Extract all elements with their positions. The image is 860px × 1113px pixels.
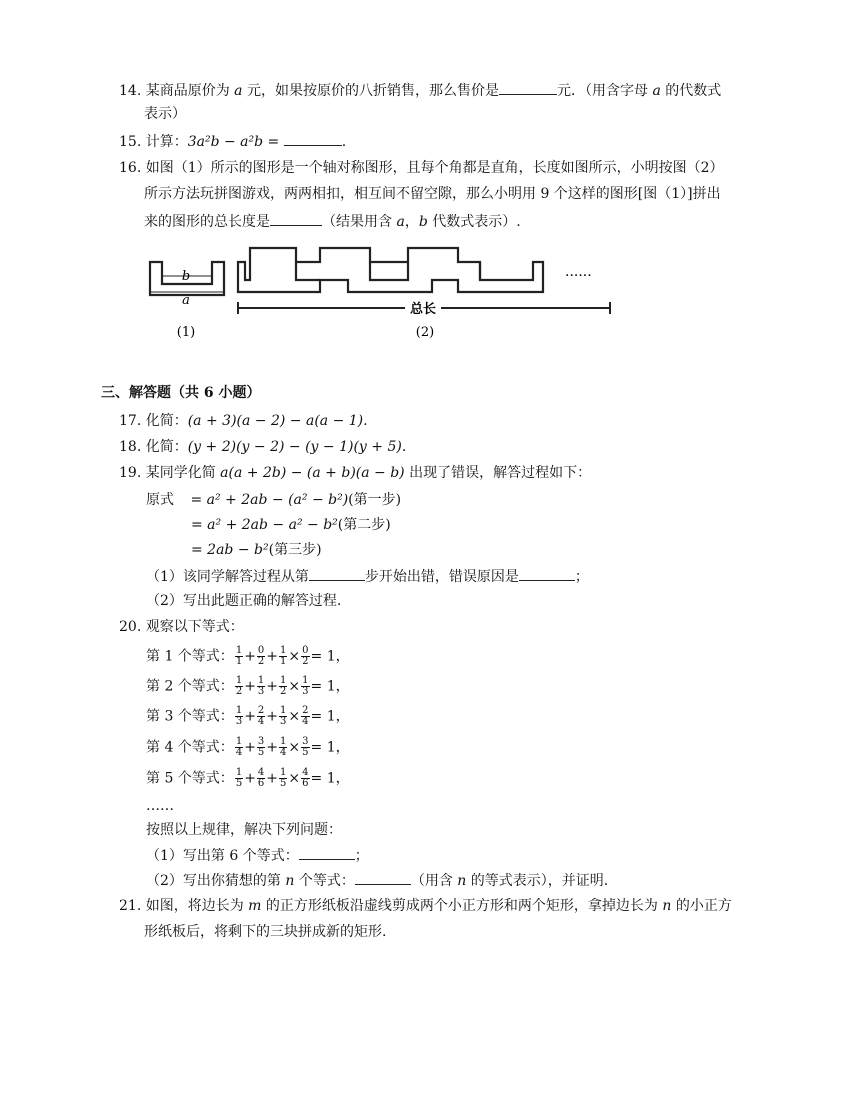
q20-equation-result: = 1， xyxy=(310,648,350,665)
q16-line3 xyxy=(144,211,521,232)
q19-sub1-text: （1）该同学解答过程从第 xyxy=(146,569,309,585)
fraction-numerator: 3 xyxy=(257,736,265,747)
operator: + xyxy=(266,739,279,756)
fraction-numerator: 1 xyxy=(235,675,243,686)
q21-text: 的正方形纸板沿虚线剪成两个小正方形和两个矩形，拿掉边长为 xyxy=(261,898,663,914)
operator: + xyxy=(266,770,279,787)
q20-sixth-blank[interactable] xyxy=(299,845,355,860)
fraction xyxy=(257,737,265,758)
fraction-numerator: 1 xyxy=(235,767,243,778)
operator: × xyxy=(288,770,301,787)
q20-equation-2 xyxy=(146,676,350,697)
q18-number: 18. xyxy=(119,439,142,455)
q19-step-label: 原式 xyxy=(146,492,174,508)
q21-line1 xyxy=(119,896,732,916)
q18-line xyxy=(119,437,406,457)
q20-sub2 xyxy=(146,870,608,891)
fraction-numerator: 1 xyxy=(280,705,287,716)
q16-line1 xyxy=(119,158,724,178)
q14-text: 某商品原价为 xyxy=(145,83,235,99)
fraction-denominator: 3 xyxy=(235,716,243,727)
fraction-denominator: 2 xyxy=(235,686,243,697)
fraction-denominator: 5 xyxy=(257,747,265,758)
q19-sub1-text: 步开始出错，错误原因是 xyxy=(364,569,519,585)
fraction-numerator: 1 xyxy=(235,645,243,656)
fraction xyxy=(257,706,265,727)
operator: + xyxy=(266,708,279,725)
fraction-denominator: 4 xyxy=(302,716,309,727)
fraction-denominator: 4 xyxy=(257,716,265,727)
q21-line2: 形纸板后，将剩下的三块拼成新的矩形. xyxy=(144,924,387,940)
fraction-denominator: 2 xyxy=(280,686,287,697)
q20-equation-label: 第 4 个等式： xyxy=(146,739,234,756)
fig2-caption: (2) xyxy=(415,325,435,340)
q19-step2-note: (第二步) xyxy=(337,517,391,533)
q14-number: 14. xyxy=(119,83,142,99)
fig1-label-b: b xyxy=(181,269,191,284)
operator: + xyxy=(244,708,256,725)
q20-sub1 xyxy=(146,845,369,866)
q21-var-m: m xyxy=(248,898,262,914)
fraction-numerator: 1 xyxy=(280,645,287,656)
q21-text: 如图，将边长为 xyxy=(145,898,249,914)
q19-step1-expr: = a² + 2ab − (a² − b²) xyxy=(190,492,349,508)
q14-line1 xyxy=(119,80,721,101)
q20-equation-result: = 1， xyxy=(310,708,350,725)
q16-var-a: a xyxy=(396,214,405,230)
fraction xyxy=(257,676,265,697)
fig1-caption: (1) xyxy=(176,325,196,340)
fig1-label-a: a xyxy=(182,293,190,308)
fraction-numerator: 0 xyxy=(302,645,309,656)
fraction-denominator: 5 xyxy=(280,778,287,789)
q14-line2: 表示） xyxy=(144,106,186,122)
fraction-numerator: 1 xyxy=(235,736,243,747)
q19-text: 出现了错误，解答过程如下： xyxy=(404,465,592,481)
fig2-ellipsis: ······ xyxy=(565,268,592,284)
operator: + xyxy=(244,739,256,756)
fraction-denominator: 5 xyxy=(302,747,309,758)
q20-var-n: n xyxy=(285,873,295,889)
q14-answer-blank[interactable] xyxy=(499,80,557,95)
fraction-denominator: 4 xyxy=(280,747,287,758)
q16-line2: 所示方法玩拼图游戏，两两相扣，相互间不留空隙，那么小明用 9 个这样的图形[图（1）]拼出 xyxy=(144,186,721,202)
q16-text: ， xyxy=(404,214,419,230)
q15-text: 计算： xyxy=(145,134,188,150)
q14-text: 元，如果按原价的八折销售，那么售价是 xyxy=(242,83,499,99)
q20-equation-label: 第 5 个等式： xyxy=(146,770,234,787)
fraction-numerator: 1 xyxy=(257,675,265,686)
q19-expression: a(a + 2b) − (a + b)(a − b) xyxy=(220,465,405,481)
q19-step3 xyxy=(191,540,322,560)
fraction xyxy=(235,737,243,758)
q20-equation-label: 第 2 个等式： xyxy=(146,678,234,695)
fraction xyxy=(279,768,287,789)
q20-sub2-text: （用含 xyxy=(410,873,458,889)
fraction-numerator: 2 xyxy=(257,705,265,716)
q20-sub2-text: （2）写出你猜想的第 xyxy=(146,873,286,889)
q19-sub1 xyxy=(146,566,589,587)
q19-step1-note: (第一步) xyxy=(348,492,402,508)
fraction xyxy=(257,768,265,789)
fraction-numerator: 1 xyxy=(235,705,243,716)
q19-text: 某同学化简 xyxy=(145,465,221,481)
operator: × xyxy=(288,648,301,665)
q20-equation-1 xyxy=(146,646,350,667)
q20-equation-result: = 1， xyxy=(310,770,350,787)
q20-sub1-text: ； xyxy=(354,848,369,864)
operator: + xyxy=(266,678,279,695)
q20-equation-result: = 1， xyxy=(310,739,350,756)
q20-equation-result: = 1， xyxy=(310,678,350,695)
fraction xyxy=(279,737,287,758)
q16-text: 如图（1）所示的图形是一个轴对称图形，且每个角都是直角，长度如图所示，小明按图（2） xyxy=(145,160,724,176)
fraction xyxy=(301,676,309,697)
operator: + xyxy=(266,648,279,665)
fraction xyxy=(235,706,243,727)
q20-sub2-text: 个等式： xyxy=(294,873,355,889)
fraction-numerator: 2 xyxy=(302,705,309,716)
q16-text: 来的图形的总长度是 xyxy=(144,214,270,230)
fraction xyxy=(301,768,309,789)
fraction xyxy=(279,646,287,667)
operator: + xyxy=(244,678,256,695)
q20-equation-4 xyxy=(146,737,350,758)
q18-text: 化简： xyxy=(145,439,188,455)
operator: × xyxy=(288,739,301,756)
q20-dots: …… xyxy=(146,798,174,814)
fraction-numerator: 3 xyxy=(302,736,309,747)
fraction xyxy=(235,676,243,697)
fraction-denominator: 2 xyxy=(302,656,309,667)
fraction-denominator: 3 xyxy=(302,686,309,697)
operator: × xyxy=(288,678,301,695)
q19-reason-blank[interactable] xyxy=(519,566,575,581)
fraction xyxy=(301,706,309,727)
fraction-numerator: 4 xyxy=(302,767,309,778)
q20-nth-blank[interactable] xyxy=(355,870,411,885)
fraction-denominator: 6 xyxy=(257,778,265,789)
fraction-denominator: 1 xyxy=(235,656,243,667)
q14-var: a xyxy=(652,83,661,99)
q16-text: 代数式表示）. xyxy=(427,214,521,230)
q20-equation-label: 第 3 个等式： xyxy=(146,708,234,725)
fraction xyxy=(279,706,287,727)
q16-figure xyxy=(140,240,630,345)
operator: × xyxy=(288,708,301,725)
fraction xyxy=(301,646,309,667)
q17-line xyxy=(119,411,368,431)
q20-var-n: n xyxy=(457,873,467,889)
q17-text: 化简： xyxy=(145,413,188,429)
fraction-denominator: 5 xyxy=(235,778,243,789)
q16-var-b: b xyxy=(418,214,428,230)
q20-equation-label: 第 1 个等式： xyxy=(146,648,234,665)
section-heading: 三、解答题（共 6 小题） xyxy=(101,385,261,401)
q19-sub2: （2）写出此题正确的解答过程. xyxy=(146,593,342,609)
q15-line xyxy=(119,131,346,152)
q19-step2-expr: = a² + 2ab − a² − b² xyxy=(191,517,338,533)
fraction xyxy=(279,676,287,697)
q21-number: 21. xyxy=(119,898,142,914)
q20-line xyxy=(119,617,244,637)
q17-number: 17. xyxy=(119,413,142,429)
q20-rule: 按照以上规律，解决下列问题： xyxy=(146,822,342,838)
q20-equation-5 xyxy=(146,768,350,789)
q21-var-n: n xyxy=(662,898,672,914)
q19-step1 xyxy=(146,490,401,510)
fraction-numerator: 4 xyxy=(257,767,265,778)
q16-text: （结果用含 xyxy=(322,214,397,230)
q15-expression: 3a²b − a²b = xyxy=(187,134,280,150)
q17-expression: (a + 3)(a − 2) − a(a − 1). xyxy=(187,413,368,429)
q19-step3-expr: = 2ab − b² xyxy=(191,542,269,558)
fraction-denominator: 6 xyxy=(302,778,309,789)
fraction-numerator: 1 xyxy=(280,675,287,686)
fraction-denominator: 3 xyxy=(280,716,287,727)
fraction xyxy=(301,737,309,758)
q20-number: 20. xyxy=(119,619,142,635)
fraction-denominator: 4 xyxy=(235,747,243,758)
q21-text: 的小正方 xyxy=(671,898,732,914)
q20-sub1-text: （1）写出第 6 个等式： xyxy=(146,848,299,864)
q20-intro: 观察以下等式： xyxy=(145,619,244,635)
fig2-total-label: 总长 xyxy=(409,302,437,317)
fraction-denominator: 1 xyxy=(280,656,287,667)
fraction-numerator: 1 xyxy=(302,675,309,686)
q19-step-blank[interactable] xyxy=(309,566,365,581)
q19-sub1-text: ； xyxy=(574,569,589,585)
q15-number: 15. xyxy=(119,134,142,150)
q20-equation-3 xyxy=(146,706,350,727)
q15-text: . xyxy=(341,134,347,150)
q18-expression: (y + 2)(y − 2) − (y − 1)(y + 5). xyxy=(187,439,407,455)
q19-line xyxy=(119,463,591,483)
fraction xyxy=(235,768,243,789)
fraction-denominator: 3 xyxy=(257,686,265,697)
q14-text: 元．（用含字母 xyxy=(556,83,653,99)
q20-sub2-text: 的等式表示），并证明. xyxy=(466,873,609,889)
q15-answer-blank[interactable] xyxy=(284,131,342,146)
operator: + xyxy=(244,648,256,665)
q19-step2 xyxy=(191,515,391,535)
q16-number: 16. xyxy=(119,160,142,176)
fraction xyxy=(257,646,265,667)
q19-number: 19. xyxy=(119,465,142,481)
q14-text: 的代数式 xyxy=(660,83,722,99)
fraction-denominator: 2 xyxy=(257,656,265,667)
fraction xyxy=(235,646,243,667)
q14-var: a xyxy=(234,83,243,99)
q19-step3-note: (第三步) xyxy=(268,542,322,558)
fraction-numerator: 1 xyxy=(280,736,287,747)
fraction-numerator: 0 xyxy=(257,645,265,656)
fraction-numerator: 1 xyxy=(280,767,287,778)
fig2-chain xyxy=(238,248,543,292)
operator: + xyxy=(244,770,256,787)
q16-answer-blank[interactable] xyxy=(270,211,322,226)
